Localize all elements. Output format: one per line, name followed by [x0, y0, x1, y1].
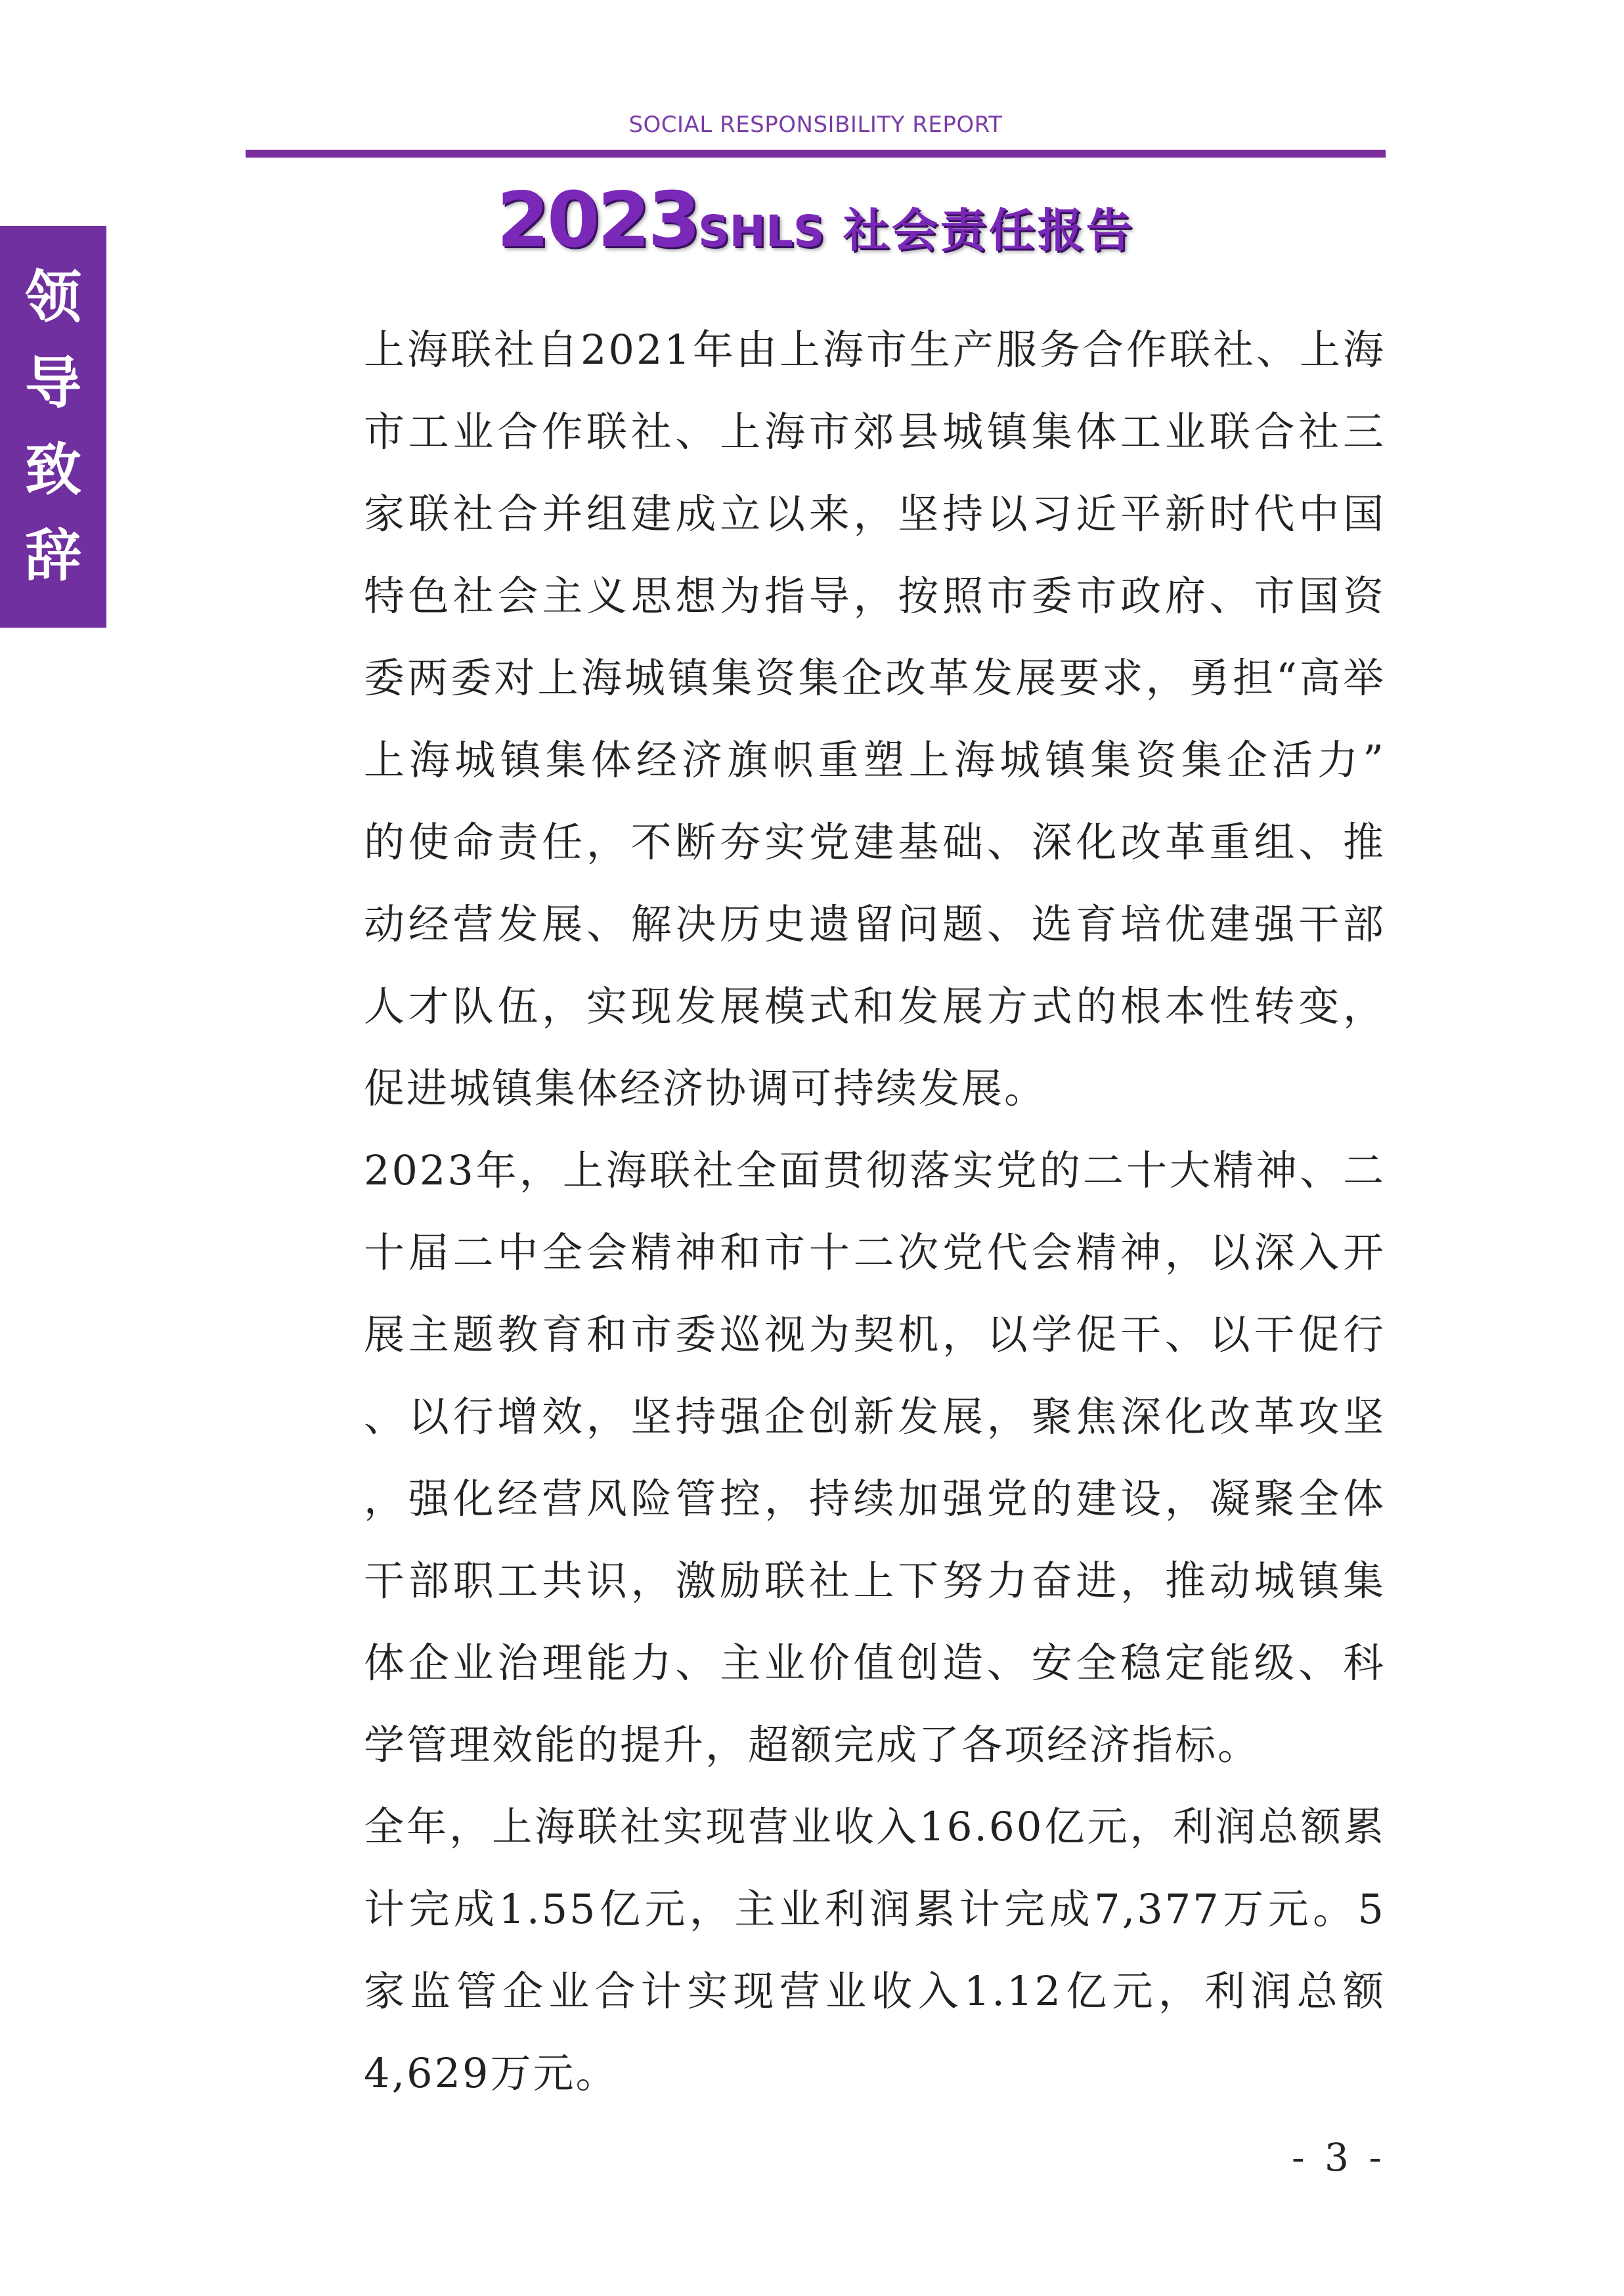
side-tab-char: 导: [25, 351, 81, 417]
text-line: 上海联社自2021年由上海市生产服务合作联社、上海: [364, 326, 1386, 374]
page-number: - 3 -: [1292, 2135, 1386, 2180]
paragraph-3: [364, 1786, 1386, 2114]
text-line: 学管理效能的提升，超额完成了各项经济指标。: [364, 1721, 1261, 1769]
text-line: 展主题教育和市委巡视为契机，以学促干、以干促行: [364, 1310, 1386, 1358]
title-rest: 社会责任报告: [824, 204, 1135, 257]
text-line: 家监管企业合计实现营业收入1.12亿元，利润总额: [364, 1967, 1386, 2015]
text-line: 的使命责任，不断夯实党建基础、深化改革重组、推: [364, 818, 1386, 866]
text-line: 十届二中全会精神和市十二次党代会精神，以深入开: [364, 1228, 1386, 1276]
side-tab-char: 辞: [25, 523, 81, 590]
section-side-tab: [0, 226, 106, 628]
text-line: 体企业治理能力、主业价值创造、安全稳定能级、科: [364, 1639, 1386, 1687]
text-line: 计完成1.55亿元，主业利润累计完成7,377万元。5: [364, 1885, 1386, 1933]
text-line: 上海城镇集体经济旗帜重塑上海城镇集资集企活力”: [364, 736, 1386, 784]
report-title: [246, 176, 1386, 265]
text-line: 委两委对上海城镇集资集企改革发展要求，勇担“高举: [364, 654, 1386, 702]
body-text: [364, 309, 1386, 2114]
paragraph-1: [364, 309, 1386, 1129]
side-tab-char: 领: [25, 264, 81, 330]
text-line: 家联社合并组建成立以来，坚持以习近平新时代中国: [364, 490, 1386, 538]
title-year: 2023: [496, 176, 699, 265]
text-line: 特色社会主义思想为指导，按照市委市政府、市国资: [364, 572, 1386, 620]
text-line: 促进城镇集体经济协调可持续发展。: [364, 1064, 1047, 1112]
text-line: 4,629万元。: [364, 2049, 619, 2097]
header-divider: [246, 150, 1386, 158]
text-line: 动经营发展、解决历史遗留问题、选育培优建强干部: [364, 900, 1386, 948]
text-line: 、以行增效，坚持强企创新发展，聚焦深化改革攻坚: [364, 1393, 1386, 1440]
text-line: 干部职工共识，激励联社上下努力奋进，推动城镇集: [364, 1557, 1386, 1605]
text-line: 人才队伍，实现发展模式和发展方式的根本性转变，: [364, 982, 1386, 1030]
text-line: 2023年，上海联社全面贯彻落实党的二十大精神、二: [364, 1146, 1386, 1194]
side-tab-char: 致: [25, 437, 81, 503]
text-line: 全年，上海联社实现营业收入16.60亿元，利润总额累: [364, 1804, 1386, 1850]
paragraph-2: [364, 1129, 1386, 1786]
text-line: 市工业合作联社、上海市郊县城镇集体工业联合社三: [364, 408, 1386, 456]
text-line: ，强化经营风险管控，持续加强党的建设，凝聚全体: [364, 1475, 1386, 1523]
title-org: SHLS: [698, 206, 825, 257]
report-header-label: SOCIAL RESPONSIBILITY REPORT: [628, 112, 1003, 138]
